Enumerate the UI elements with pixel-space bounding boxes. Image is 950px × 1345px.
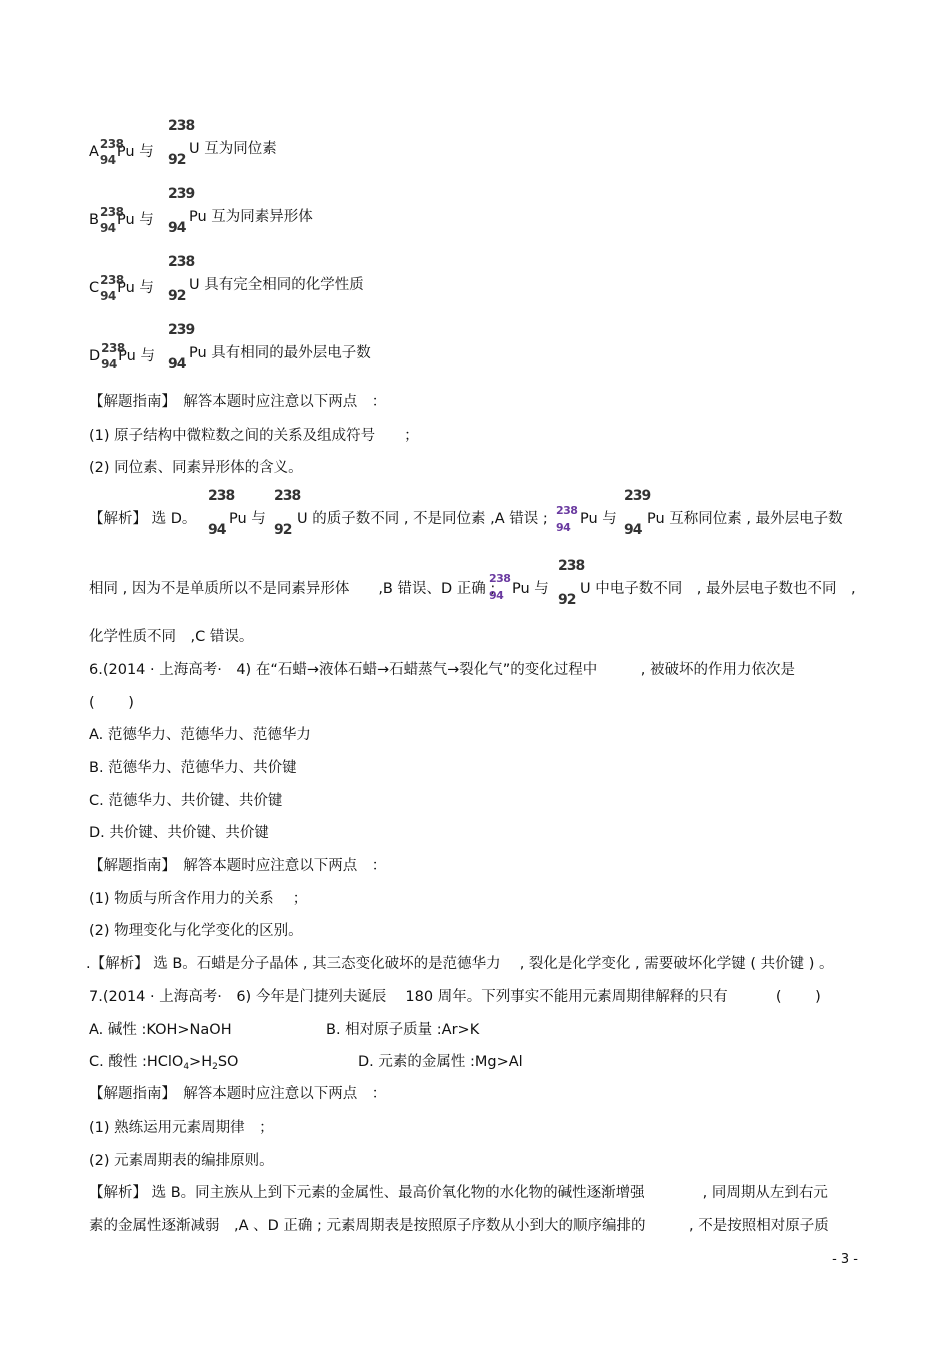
q6-paren: ( ) xyxy=(89,695,134,711)
analysis-text: U 的质子数不同 , 不是同位素 ,A 错误 ; xyxy=(297,511,548,527)
q6-analysis: .【解析】 选 B。石蜡是分子晶体 , 其三态变化破坏的是范德华力 , 裂化是化学变化 , 需要破坏化学键 ( 共价键 ) 。 xyxy=(86,956,834,972)
analysis-text: Pu 互称同位素 , 最外层电子数 xyxy=(647,511,843,527)
analysis-text: U 中电子数不同 , 最外层电子数也不同 , xyxy=(580,581,856,597)
option-left-symbol: Pu 与 xyxy=(116,212,154,228)
option-left-symbol: Pu 与 xyxy=(118,348,155,364)
option-left-symbol: Pu 与 xyxy=(116,144,154,160)
nuclide-right: 239 94 xyxy=(168,322,195,372)
option-letter: B xyxy=(89,212,99,228)
q5-analysis-line-3: 化学性质不同 ,C 错误。 xyxy=(89,629,254,645)
analysis-text: Pu 与 xyxy=(229,511,266,527)
q7-guide-item-1: (1) 熟练运用元素周期律 ； xyxy=(89,1120,274,1136)
q5-analysis-line-1 xyxy=(89,507,196,528)
option-text: U 互为同位素 xyxy=(189,141,277,157)
nuclide-small: 238 94 xyxy=(556,504,578,534)
q5-guide-heading: 【解题指南】 解答本题时应注意以下两点 ： xyxy=(89,394,387,410)
analysis-label: 【解析】 选 D。 xyxy=(89,511,197,527)
q7-guide-heading: 【解题指南】 解答本题时应注意以下两点 ： xyxy=(89,1086,387,1102)
nuclide-left: 238 94 xyxy=(99,137,124,167)
nuclide-u238: 238 92 xyxy=(558,558,585,608)
option-text: Pu 互为同素异形体 xyxy=(189,209,313,225)
option-letter: D xyxy=(89,348,101,364)
q7-option-c: C. 酸性 $:HClO_4>H_2SO$ xyxy=(89,1054,239,1072)
q6-stem: 6.(2014 · 上海高考· 4) 在“石蜡→液体石蜡→石蜡蒸气→裂化气”的变化过程中 , 被破坏的作用力依次是 xyxy=(89,662,796,678)
nuclide-left: 238 94 xyxy=(99,205,124,235)
q6-option-b: B. 范德华力、范德华力、共价键 xyxy=(89,760,297,776)
q7-guide-item-2: (2) 元素周期表的编排原则。 xyxy=(89,1153,274,1169)
option-text: Pu 具有相同的最外层电子数 xyxy=(189,345,371,361)
q7-option-b: B. 相对原子质量 :Ar>K xyxy=(326,1022,480,1038)
nuclide-left: 238 94 xyxy=(101,341,125,371)
q6-option-c: C. 范德华力、共价键、共价键 xyxy=(89,793,283,809)
analysis-text: Pu 与 xyxy=(580,511,617,527)
analysis-text: Pu 与 xyxy=(512,581,549,597)
q5-analysis-line-2: 相同 , 因为不是单质所以不是同素异形体 ,B 错误、D 正确 ; xyxy=(89,581,496,597)
option-letter: C xyxy=(89,280,100,296)
q7-option-d: D. 元素的金属性 :Mg>Al xyxy=(358,1054,523,1070)
q6-option-a: A. 范德华力、范德华力、范德华力 xyxy=(89,727,311,743)
nuclide-right: 238 92 xyxy=(168,118,195,168)
q6-guide-heading: 【解题指南】 解答本题时应注意以下两点 ： xyxy=(89,858,387,874)
q5-guide-item-1: (1) 原子结构中微粒数之间的关系及组成符号 ； xyxy=(89,428,419,444)
q6-option-d: D. 共价键、共价键、共价键 xyxy=(89,825,269,841)
q7-analysis-line-1: 【解析】 选 B。同主族从上到下元素的金属性、最高价氧化物的水化物的碱性逐渐增强 , 同周期从左到右元 xyxy=(89,1185,828,1201)
nuclide-small: 238 94 xyxy=(489,572,511,602)
nuclide-right: 238 92 xyxy=(168,254,195,304)
q7-analysis-line-2: 素的金属性逐渐减弱 ,A 、D 正确 ; 元素周期表是按照原子序数从小到大的顺序编排的 , 不是按照相对原子质 xyxy=(89,1218,829,1234)
q7-option-a: A. 碱性 :KOH>NaOH xyxy=(89,1022,232,1038)
nuclide-right: 239 94 xyxy=(168,186,195,236)
q6-guide-item-1: (1) 物质与所含作用力的关系 ； xyxy=(89,891,308,907)
nuclide-u238: 238 92 xyxy=(274,488,301,538)
option-left-symbol: Pu 与 xyxy=(117,280,154,296)
nuclide-pu239: 239 94 xyxy=(624,488,651,538)
option-letter: A xyxy=(89,144,99,160)
q6-guide-item-2: (2) 物理变化与化学变化的区别。 xyxy=(89,923,303,939)
q7-stem: 7.(2014 · 上海高考· 6) 今年是门捷列夫诞辰 180 周年。下列事实不能用元素周期律解释的只有 ( ) xyxy=(89,989,821,1005)
q5-guide-item-2: (2) 同位素、同素异形体的含义。 xyxy=(89,460,303,476)
nuclide-pu238: 238 94 xyxy=(208,488,235,538)
option-text: U 具有完全相同的化学性质 xyxy=(189,277,364,293)
page-number: - 3 - xyxy=(832,1252,858,1267)
nuclide-left: 238 94 xyxy=(100,273,124,303)
